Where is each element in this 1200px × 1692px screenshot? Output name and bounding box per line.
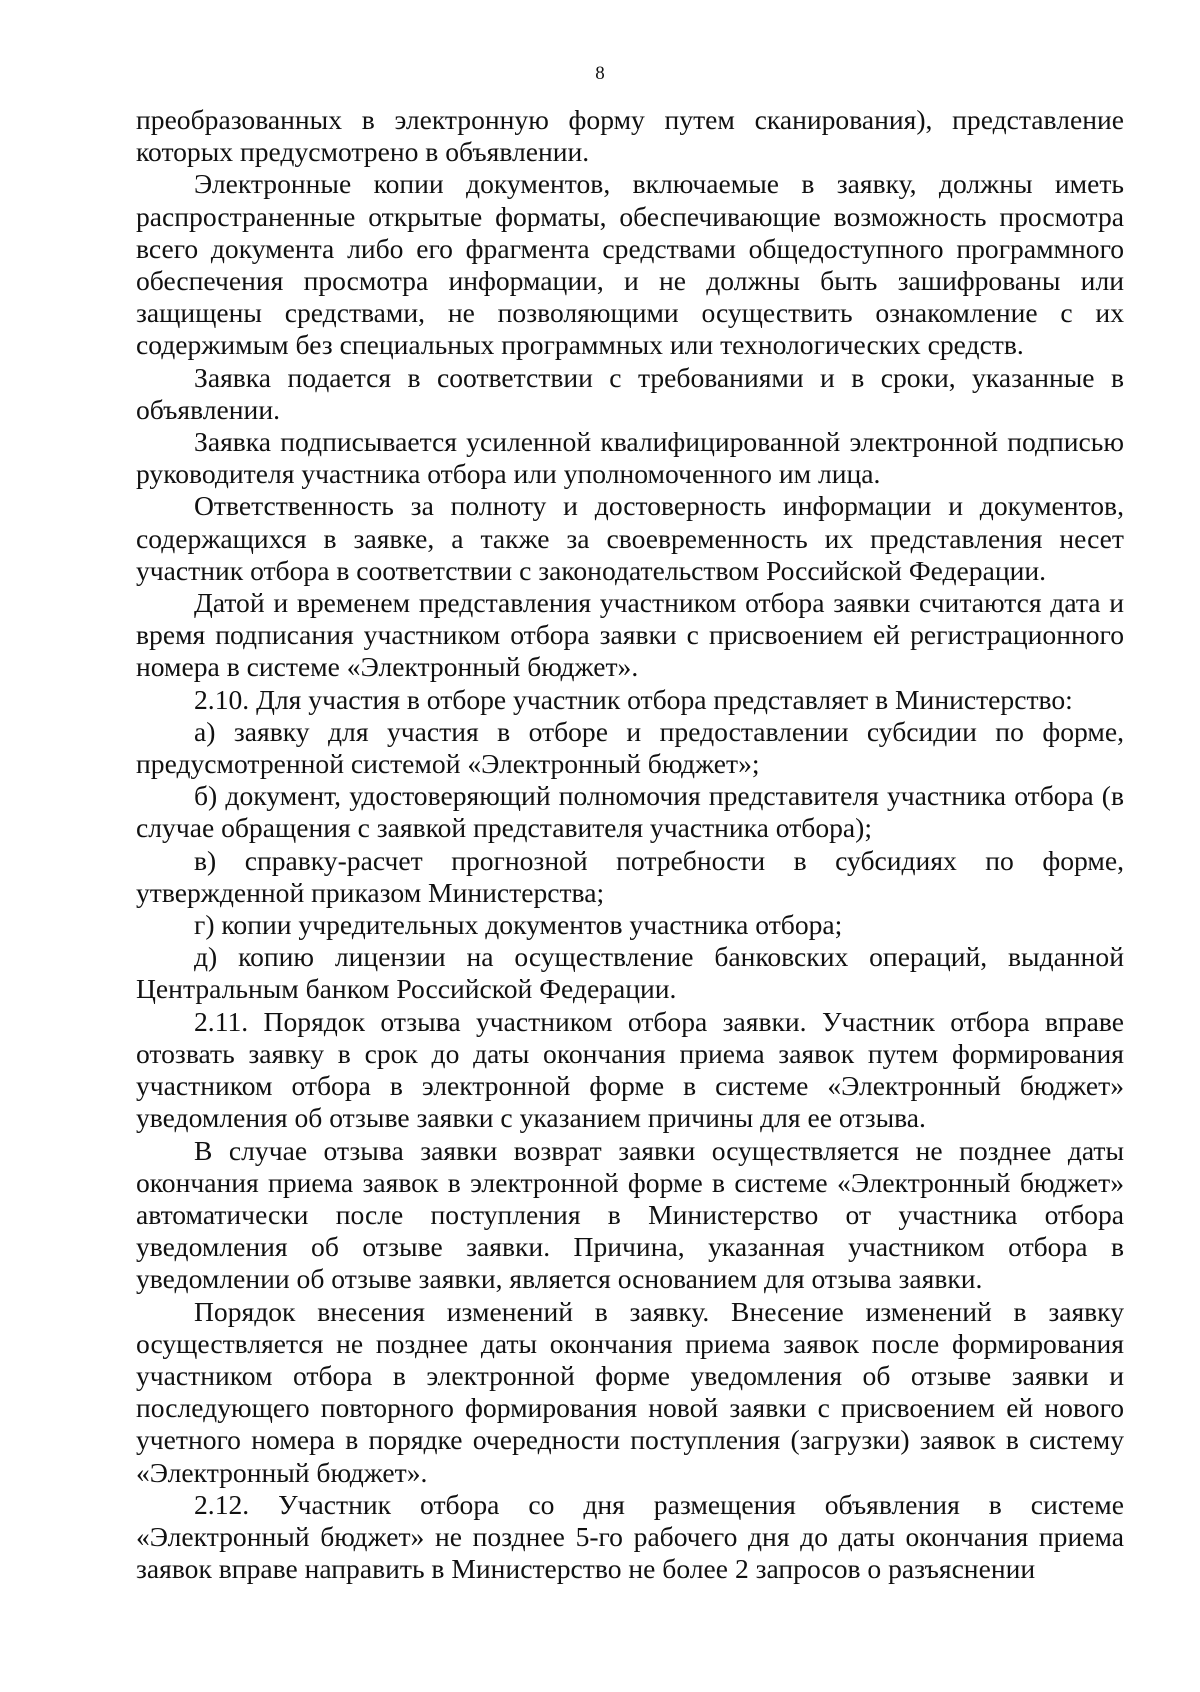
page-number: 8 [595,63,605,84]
paragraph-responsibility: Ответственность за полноту и достоверность информации и документов, содержащихся в заявке, а также за своевременность их представления несет участник отбора в соответствии с законодательством Российской Федерации. [136,490,1124,586]
document-body [136,104,1124,1585]
list-item-b: б) документ, удостоверяющий полномочия представителя участника отбора (в случае обращения с заявкой представителя участника отбора); [136,780,1124,844]
paragraph-electronic-copies: Электронные копии документов, включаемые в заявку, должны иметь распространенные открытые форматы, обеспечивающие возможность просмотра всего документа либо его фрагмента средствами общедоступного программного обеспечения просмотра информации, и не должны быть зашифрованы или защищены средствами, не позволяющими осуществить ознакомление с их содержимым без специальных программных или технологических средств. [136,168,1124,361]
paragraph-continuation: преобразованных в электронную форму путем сканирования), представление которых предусмотрено в объявлении. [136,104,1124,168]
list-item-g: г) копии учредительных документов участника отбора; [194,909,843,941]
paragraph-submission-date: Датой и временем представления участником отбора заявки считаются дата и время подписания участником отбора заявки с присвоением ей регистрационного номера в системе «Электронный бюджет». [136,587,1124,683]
paragraph-submission-terms: Заявка подается в соответствии с требованиями и в сроки, указанные в объявлении. [136,361,1124,425]
paragraph-changes: Порядок внесения изменений в заявку. Внесение изменений в заявку осуществляется не позднее даты окончания приема заявок после формирования участником отбора в электронной форме уведомления об отзыве заявки и последующего повторного формирования новой заявки с присвоением ей нового учетного номера в порядке очередности поступления (загрузки) заявок в систему «Электронный бюджет». [136,1295,1124,1488]
paragraph-signature: Заявка подписывается усиленной квалифицированной электронной подписью руководителя участника отбора или уполномоченного им лица. [136,426,1124,490]
list-item-v: в) справку-расчет прогнозной потребности в субсидиях по форме, утвержденной приказом Министерства; [136,844,1124,908]
paragraph-2-11: 2.11. Порядок отзыва участником отбора заявки. Участник отбора вправе отозвать заявку в срок до даты окончания приема заявок путем формирования участником отбора в электронной форме в системе «Электронный бюджет» уведомления об отзыве заявки с указанием причины для ее отзыва. [136,1005,1124,1134]
list-item-d: д) копию лицензии на осуществление банковских операций, выданной Центральным банком Российской Федерации. [136,941,1124,1005]
list-item-a: а) заявку для участия в отборе и предоставлении субсидии по форме, предусмотренной системой «Электронный бюджет»; [136,715,1124,780]
paragraph-2-10: 2.10. Для участия в отборе участник отбора представляет в Министерство: [194,683,1073,715]
paragraph-2-12: 2.12. Участник отбора со дня размещения объявления в системе «Электронный бюджет» не позднее 5-го рабочего дня до даты окончания приема заявок вправе направить в Министерство не более 2 запросов о разъяснении [136,1488,1124,1585]
paragraph-withdrawal-return: В случае отзыва заявки возврат заявки осуществляется не позднее даты окончания приема заявок в электронной форме в системе «Электронный бюджет» автоматически после поступления в Министерство от участника отбора уведомления об отзыве заявки. Причина, указанная участником отбора в уведомлении об отзыве заявки, является основанием для отзыва заявки. [136,1134,1124,1295]
